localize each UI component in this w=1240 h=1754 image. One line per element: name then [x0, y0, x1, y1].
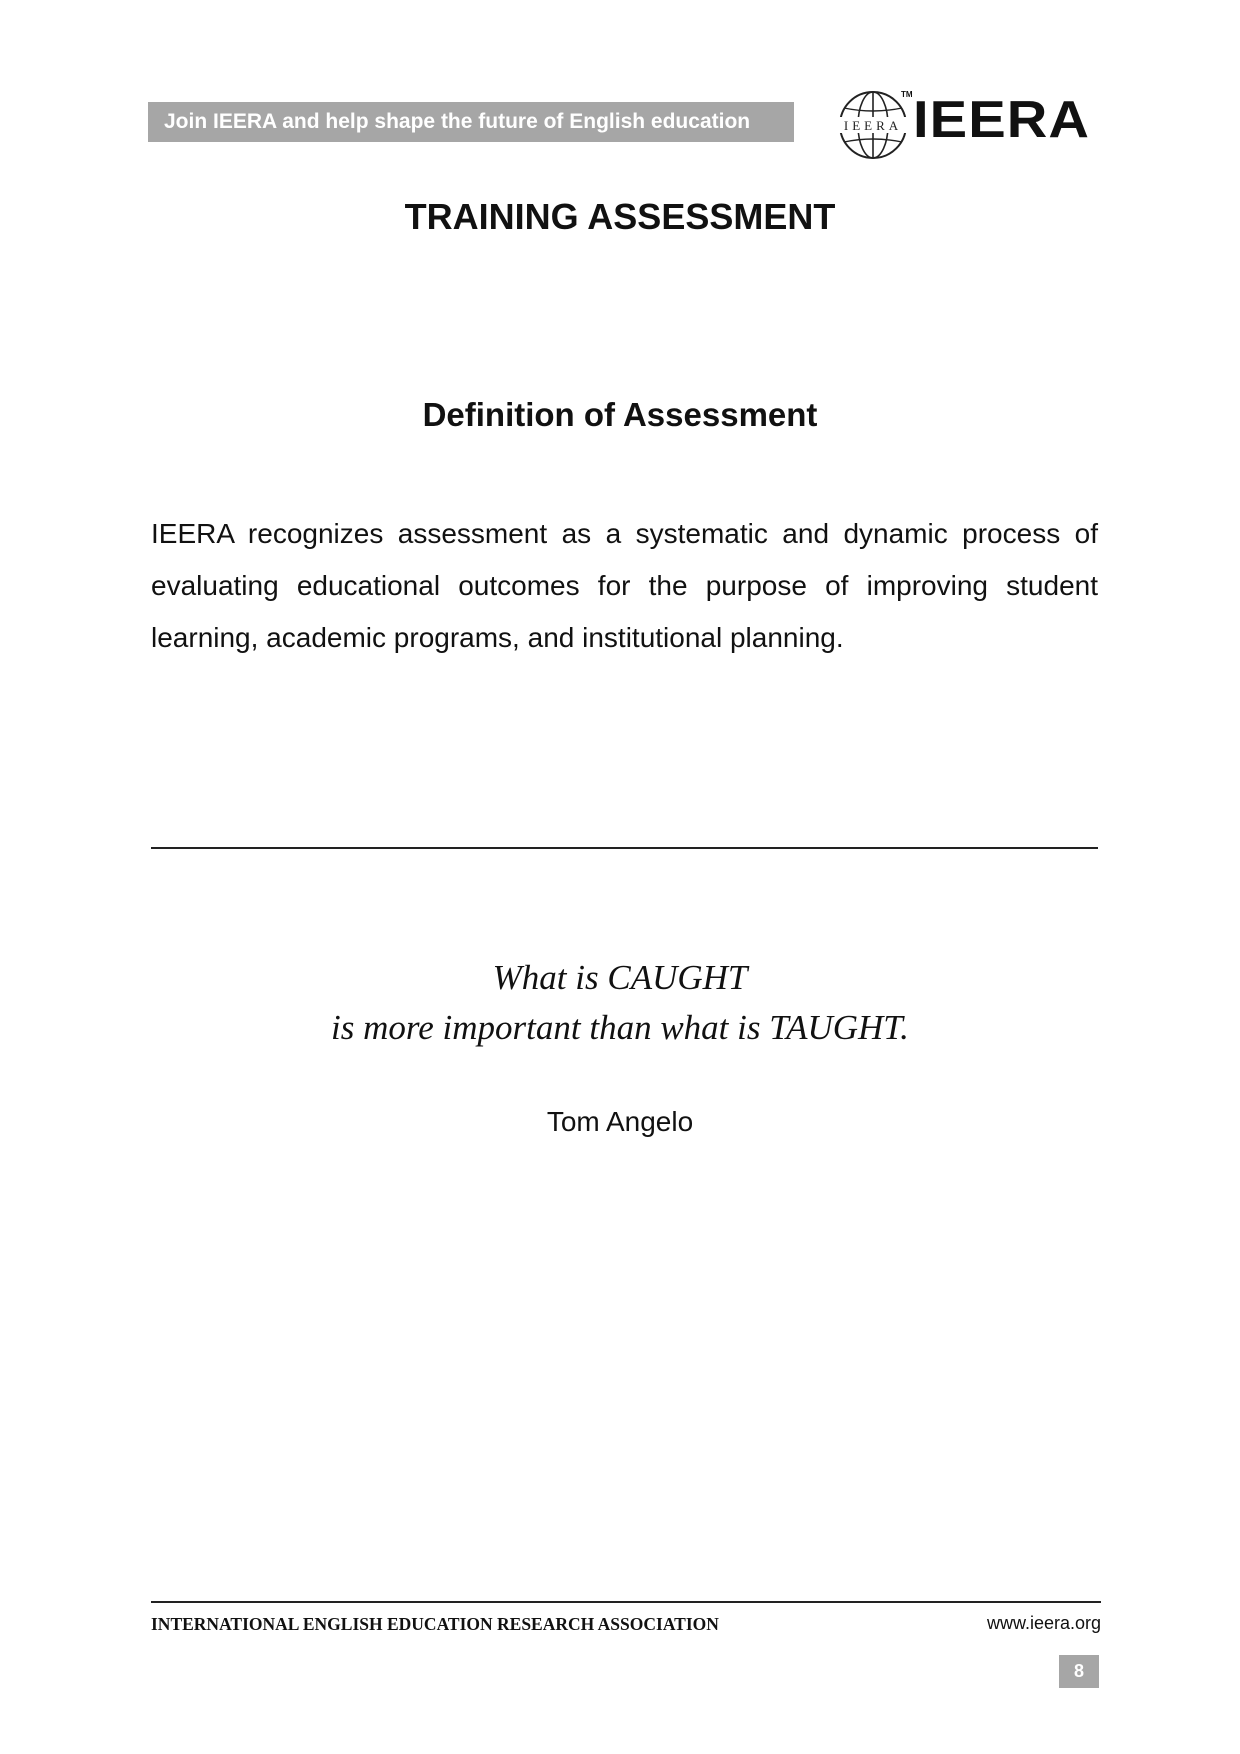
header-banner	[148, 102, 794, 142]
section-heading: Definition of Assessment	[422, 396, 818, 433]
ieera-logo	[836, 86, 1096, 162]
globe-text: IEERA	[843, 118, 903, 133]
divider	[151, 847, 1098, 849]
quote	[0, 953, 1240, 1053]
page-number: 8	[1059, 1655, 1099, 1688]
banner-text: Join IEERA and help shape the future of English education	[164, 110, 751, 133]
logo-wordmark: IEERA	[913, 91, 1091, 149]
definition-paragraph: IEERA recognizes assessment as a systematic and dynamic process of evaluating educational outcomes for the purpose of improving student learning, academic programs, and institutional planning.	[151, 518, 1098, 653]
quote-author: Tom Angelo	[546, 1106, 694, 1137]
trademark-mark: TM	[901, 90, 913, 99]
quote-line-1: What is CAUGHT	[492, 958, 748, 997]
quote-line-2: is more important than what is TAUGHT.	[331, 1008, 909, 1047]
footer-url: www.ieera.org	[986, 1613, 1101, 1633]
footer-organization: INTERNATIONAL ENGLISH EDUCATION RESEARCH ASSOCIATION	[151, 1614, 719, 1634]
footer-divider	[151, 1601, 1101, 1603]
page-title: TRAINING ASSESSMENT	[404, 196, 836, 237]
